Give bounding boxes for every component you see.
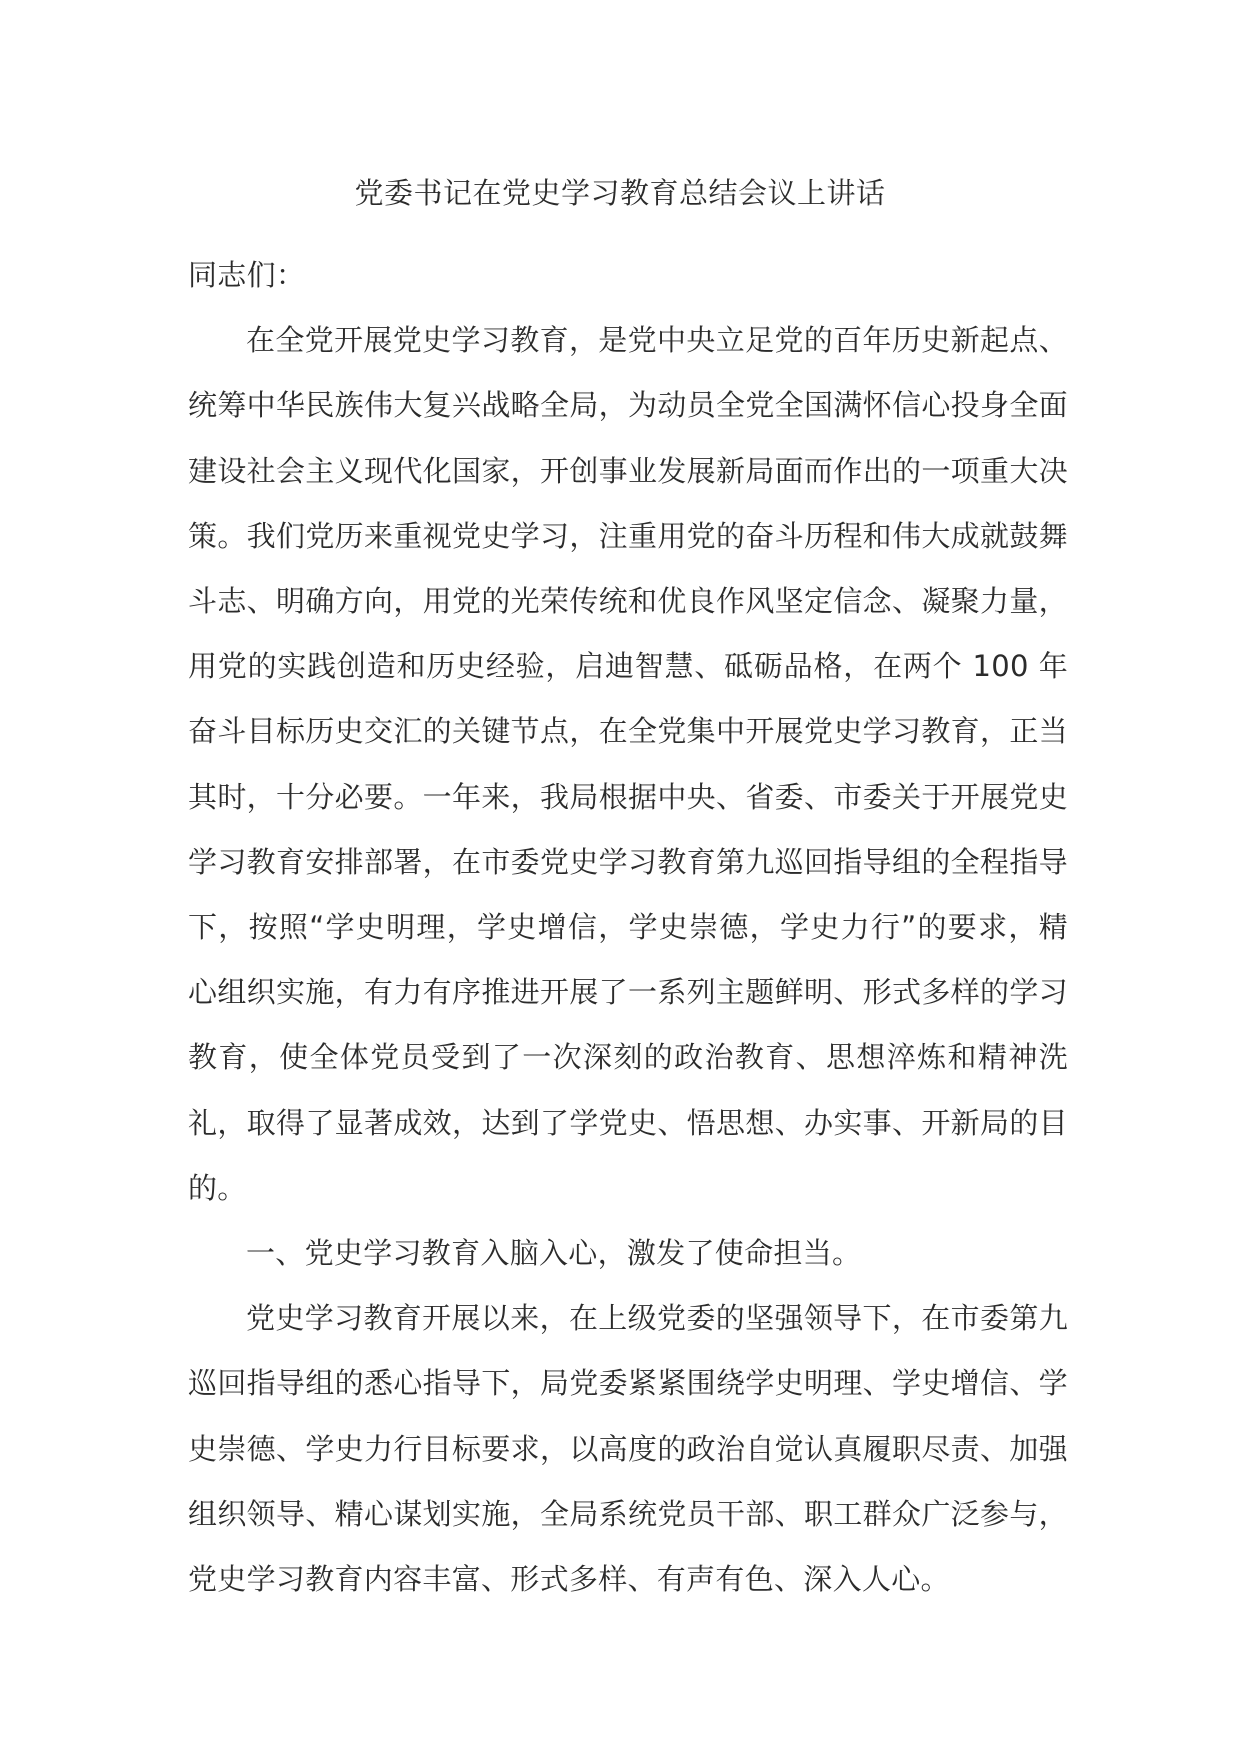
document-body (188, 243, 1068, 1612)
salutation: 同志们： (188, 258, 306, 292)
document-title: 党委书记在党史学习教育总结会议上讲话 (354, 176, 886, 210)
paragraph-intro: 在全党开展党史学习教育，是党中央立足党的百年历史新起点、统筹中华民族伟大复兴战略全局，为动员全党全国满怀信心投身全面建设社会主义现代化国家，开创事业发展新局面而作出的一项重大决策。我们党历来重视党史学习，注重用党的奋斗历程和伟大成就鼓舞斗志、明确方向，用党的光荣传统和优良作风坚定信念、凝聚力量，用党的实践创造和历史经验，启迪智慧、砥砺品格，在两个 100 年奋斗目标历史交汇的关键节点，在全党集中开展党史学习教育，正当其时，十分必要。一年来，我局根据中央、省委、市委关于开展党史学习教育安排部署，在市委党史学习教育第九巡回指导组的全程指导下，按照“学史明理，学史增信，学史崇德，学史力行”的要求，精心组织实施，有力有序推进开展了一系列主题鲜明、形式多样的学习教育，使全体党员受到了一次深刻的政治教育、思想淬炼和精神洗礼，取得了显著成效，达到了学党史、悟思想、办实事、开新局的目的。 (188, 323, 1068, 1205)
section-heading-1: 一、党史学习教育入脑入心，激发了使命担当。 (246, 1236, 862, 1271)
paragraph-section-1: 党史学习教育开展以来，在上级党委的坚强领导下，在市委第九巡回指导组的悉心指导下，局党委紧紧围绕学史明理、学史增信、学史崇德、学史力行目标要求，以高度的政治自觉认真履职尽责、加强组织领导、精心谋划实施，全局系统党员干部、职工群众广泛参与，党史学习教育内容丰富、形式多样、有声有色、深入人心。 (188, 1301, 1068, 1597)
